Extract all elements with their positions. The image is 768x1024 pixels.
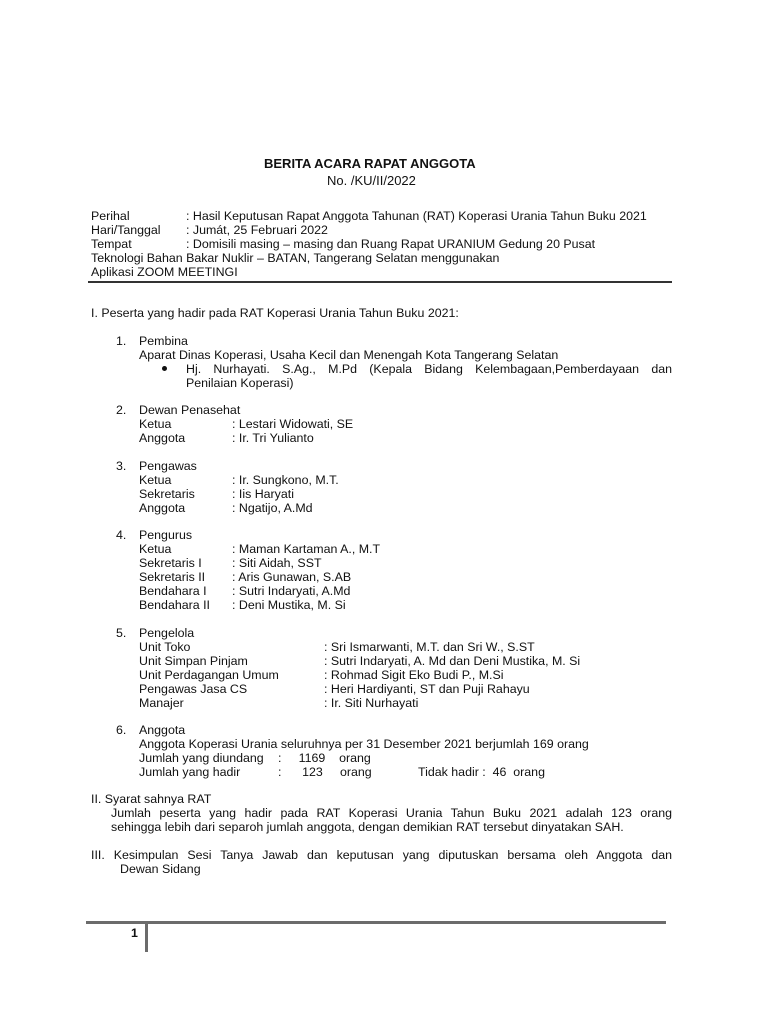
item-description: Aparat Dinas Koperasi, Usaha Kecil dan Menengah Kota Tangerang Selatan	[139, 348, 559, 362]
row-label: Sekretaris II	[139, 570, 206, 584]
page-number: 1	[131, 926, 138, 940]
tidak-hadir-value: Tidak hadir : 46 orang	[418, 765, 545, 779]
row-value: : Lestari Widowati, SE	[232, 417, 354, 431]
row-label: Sekretaris	[139, 487, 195, 501]
section-heading: III. Kesimpulan Sesi Tanya Jawab dan keputusan yang diputuskan bersama oleh Anggota dan	[91, 848, 672, 862]
item-number: 5.	[116, 626, 127, 640]
document-title: BERITA ACARA RAPAT ANGGOTA	[264, 156, 476, 171]
tempat-label: Tempat	[91, 237, 132, 251]
perihal-value: : Hasil Keputusan Rapat Anggota Tahunan (RAT) Koperasi Urania Tahun Buku 2021	[186, 209, 647, 223]
row-label: Unit Perdagangan Umum	[139, 668, 279, 682]
row-label: Pengawas Jasa CS	[139, 682, 248, 696]
diundang-label: Jumlah yang diundang	[139, 751, 264, 765]
item-number: 1.	[116, 334, 127, 348]
section-heading: I. Peserta yang hadir pada RAT Koperasi Urania Tahun Buku 2021:	[91, 306, 459, 320]
section-paragraph: Jumlah peserta yang hadir pada RAT Koperasi Urania Tahun Buku 2021 adalah 123 orang	[111, 806, 672, 820]
hari-value: : Jumát, 25 Februari 2022	[186, 223, 328, 237]
tempat-continuation: Aplikasi ZOOM MEETINGI	[91, 265, 238, 279]
item-number: 4.	[116, 528, 127, 542]
diundang-value: : 1169 orang	[278, 751, 371, 765]
row-value: : Sutri Indaryati, A. Md dan Deni Mustika, M. Si	[324, 654, 581, 668]
row-value: : Aris Gunawan, S.AB	[232, 570, 352, 584]
section-paragraph: sehingga lebih dari separoh jumlah anggota, dengan demikian RAT tersebut dinyatakan SAH.	[111, 820, 624, 834]
row-label: Sekretaris I	[139, 556, 202, 570]
row-value: : Sri Ismarwanti, M.T. dan Sri W., S.ST	[324, 640, 535, 654]
row-value: : Sutri Indaryati, A.Md	[232, 584, 351, 598]
document-number: No. /KU/II/2022	[327, 173, 416, 188]
row-label: Unit Simpan Pinjam	[139, 654, 248, 668]
row-value: : Ir. Sungkono, M.T.	[232, 473, 339, 487]
row-label: Anggota	[139, 501, 186, 515]
section-heading: Dewan Sidang	[120, 862, 201, 876]
row-value: : Iis Haryati	[232, 487, 294, 501]
item-title: Pengawas	[139, 459, 197, 473]
tempat-value: : Domisili masing – masing dan Ruang Rapat URANIUM Gedung 20 Pusat	[186, 237, 596, 251]
footer-divider	[145, 924, 148, 952]
item-title: Dewan Penasehat	[139, 403, 241, 417]
row-label: Ketua	[139, 417, 172, 431]
section-heading: II. Syarat sahnya RAT	[91, 792, 212, 806]
hadir-value: : 123 orang	[278, 765, 372, 779]
item-number: 6.	[116, 723, 127, 737]
bullet-text: Hj. Nurhayati. S.Ag., M.Pd (Kepala Bidang Kelembagaan,Pemberdayaan dan	[186, 362, 672, 376]
hadir-label: Jumlah yang hadir	[139, 765, 241, 779]
item-title: Pengurus	[139, 528, 193, 542]
item-title: Pengelola	[139, 626, 195, 640]
row-value: : Siti Aidah, SST	[232, 556, 322, 570]
perihal-label: Perihal	[91, 209, 130, 223]
header-divider	[88, 281, 672, 283]
row-label: Bendahara II	[139, 598, 210, 612]
row-label: Ketua	[139, 542, 172, 556]
row-value: : Ir. Siti Nurhayati	[324, 696, 419, 710]
tempat-continuation: Teknologi Bahan Bakar Nuklir – BATAN, Tangerang Selatan menggunakan	[91, 251, 500, 265]
row-value: : Heri Hardiyanti, ST dan Puji Rahayu	[324, 682, 530, 696]
hari-label: Hari/Tanggal	[91, 223, 161, 237]
row-value: : Ngatijo, A.Md	[232, 501, 313, 515]
row-label: Manajer	[139, 696, 184, 710]
row-label: Ketua	[139, 473, 172, 487]
item-title: Pembina	[139, 334, 188, 348]
bullet-icon	[162, 366, 167, 371]
row-label: Anggota	[139, 431, 186, 445]
row-value: : Maman Kartaman A., M.T	[232, 542, 381, 556]
item-number: 3.	[116, 459, 127, 473]
footer-divider	[86, 921, 666, 924]
row-value: : Deni Mustika, M. Si	[232, 598, 346, 612]
row-value: : Ir. Tri Yulianto	[232, 431, 314, 445]
bullet-text: Penilaian Koperasi)	[186, 376, 294, 390]
item-title: Anggota	[139, 723, 186, 737]
item-number: 2.	[116, 403, 127, 417]
row-label: Unit Toko	[139, 640, 191, 654]
row-value: : Rohmad Sigit Eko Budi P., M.Si	[324, 668, 504, 682]
item-description: Anggota Koperasi Urania seluruhnya per 31 Desember 2021 berjumlah 169 orang	[139, 737, 589, 751]
row-label: Bendahara I	[139, 584, 207, 598]
